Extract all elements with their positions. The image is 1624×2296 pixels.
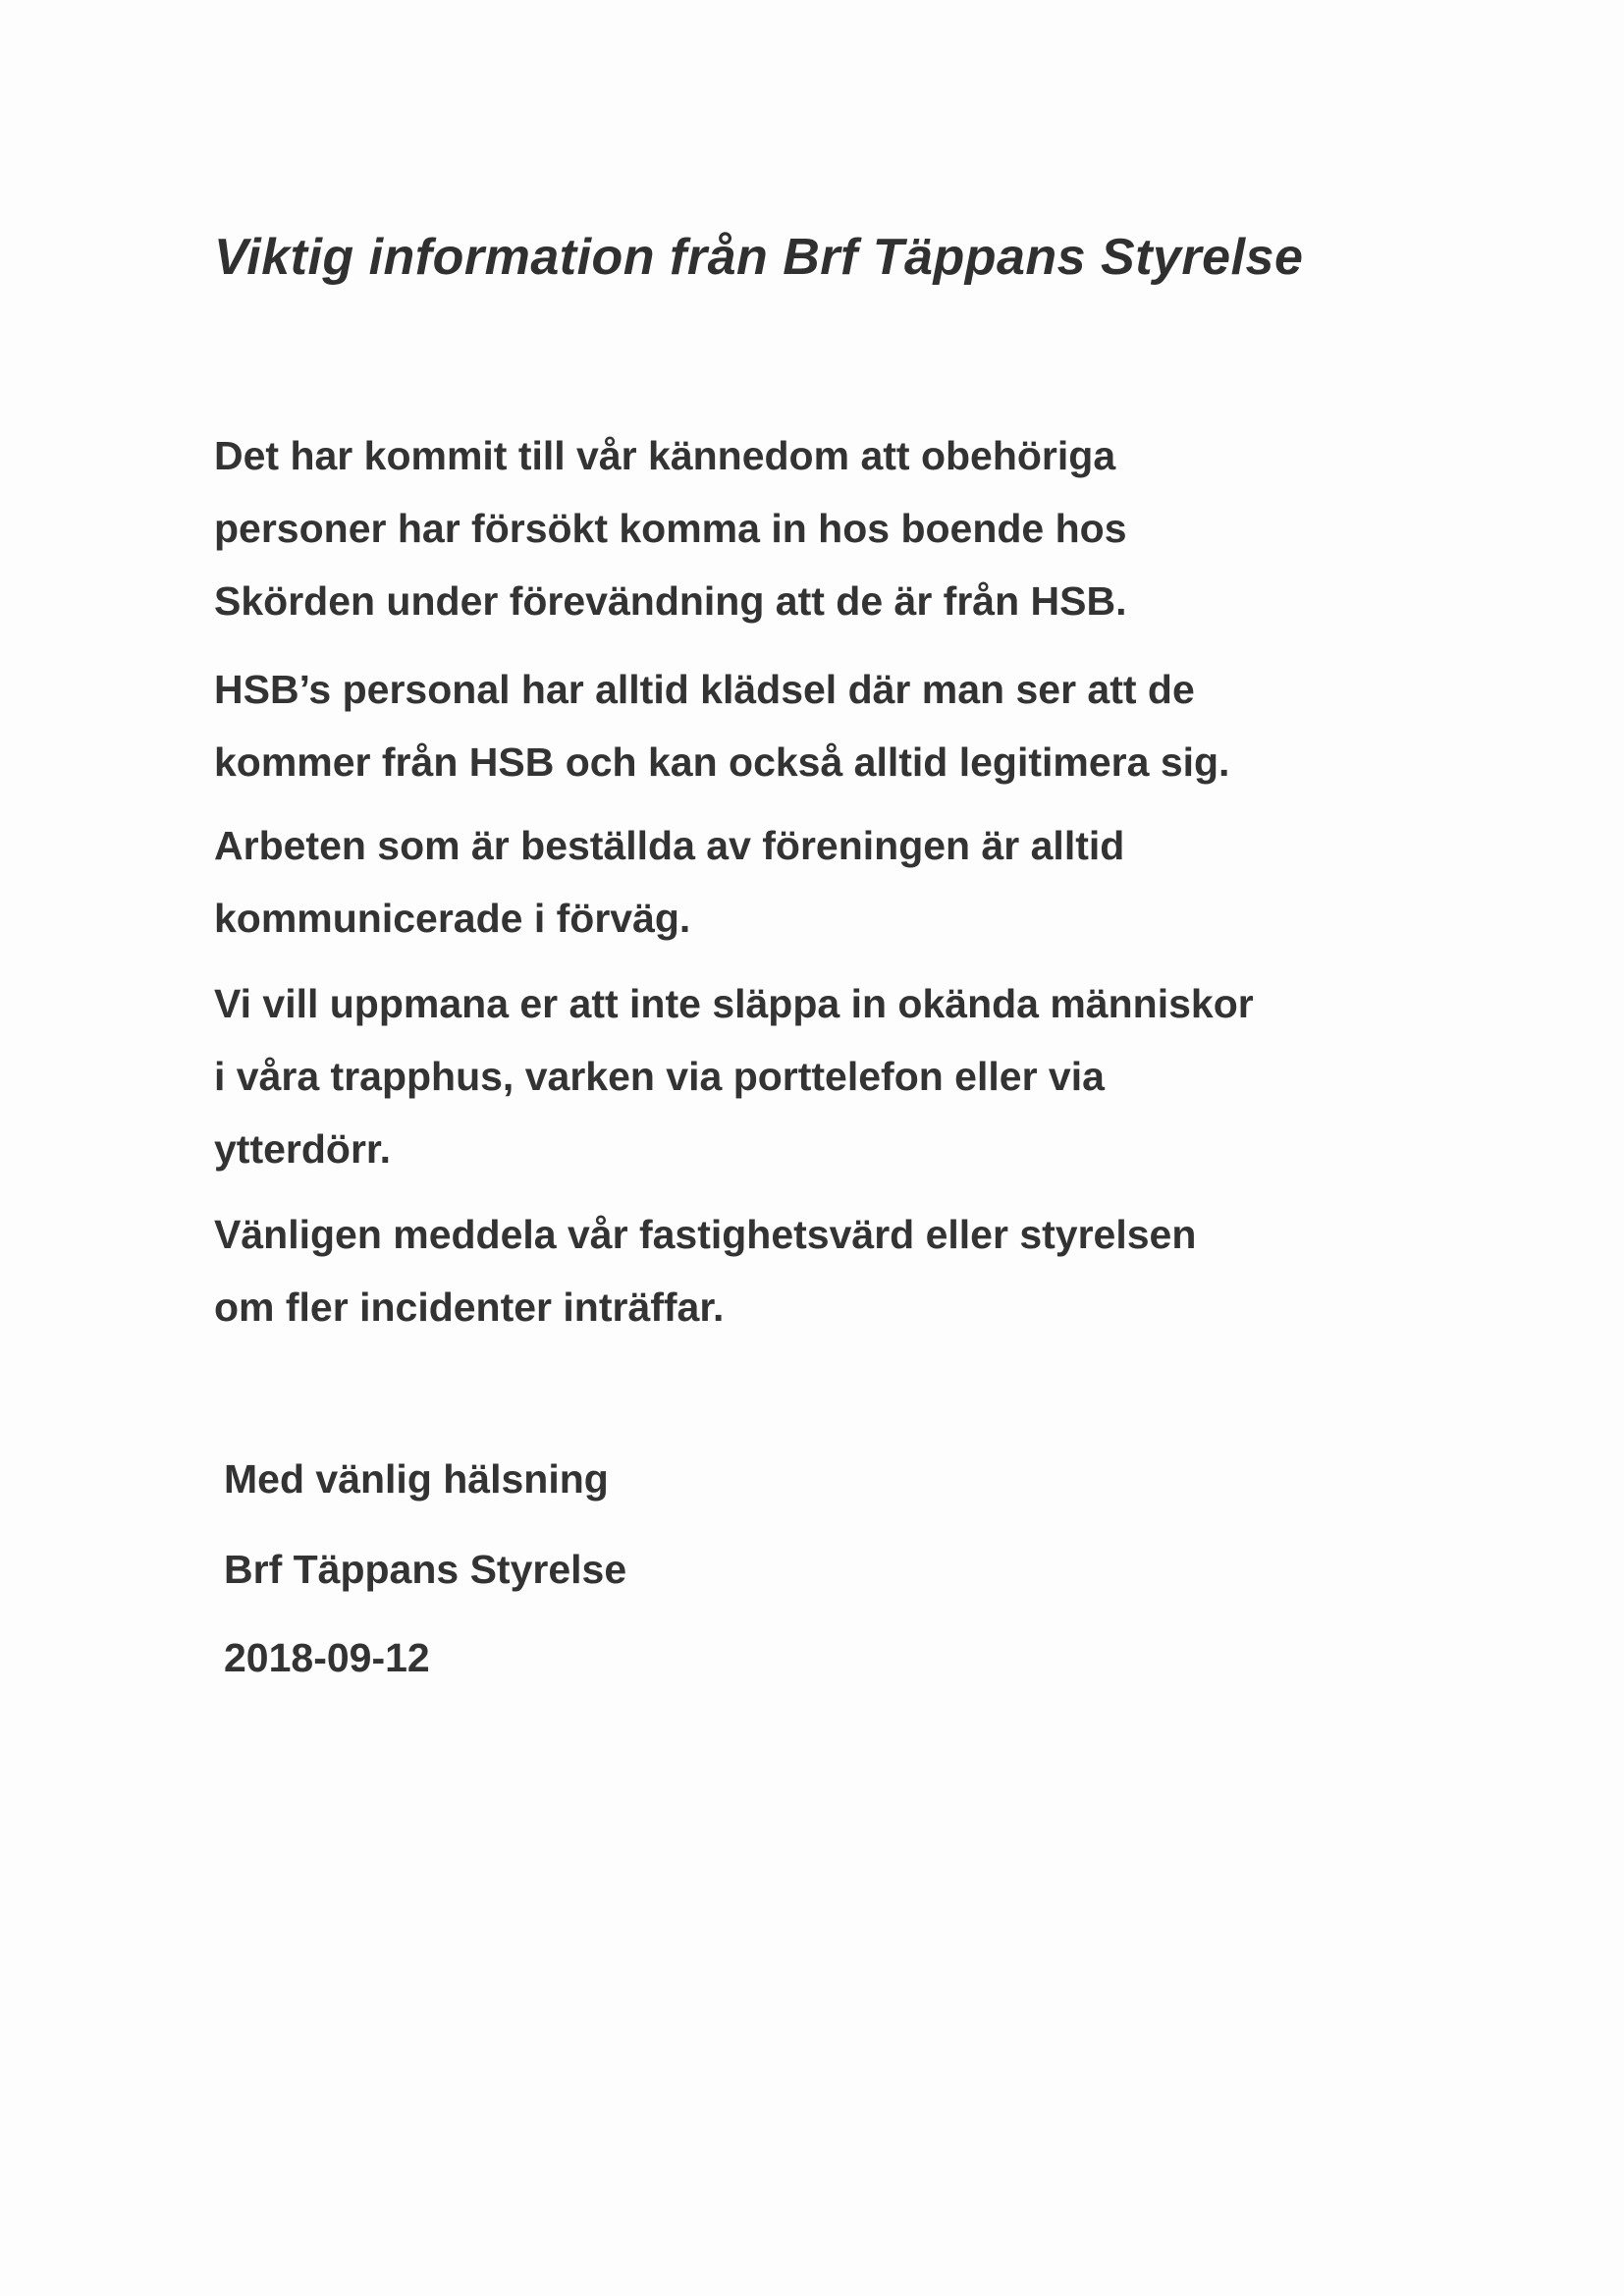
paragraph-line: Skörden under förevändning att de är från HSB. [214,578,1127,624]
notice-title: Viktig information från Brf Täppans Styrelse [214,229,1304,286]
paragraph-line: Vänligen meddela vår fastighetsvärd eller styrelsen [214,1212,1197,1257]
paragraph-line: kommunicerade i förväg. [214,896,691,941]
closing-signatory: Brf Täppans Styrelse [224,1547,627,1592]
paragraph-hsb-staff [214,653,1229,798]
closing-greeting: Med vänlig hälsning [224,1456,609,1502]
paragraph-unauthorized-persons [214,419,1127,637]
paragraph-report [214,1198,1196,1343]
paragraph-line: HSB’s personal har alltid klädsel där man ser att de [214,667,1195,712]
paragraph-line: Arbeten som är beställda av föreningen är alltid [214,823,1125,868]
paragraph-line: ytterdörr. [214,1126,391,1172]
paragraph-line: i våra trapphus, varken via porttelefon eller via [214,1054,1105,1099]
paragraph-work-orders [214,809,1124,955]
paragraph-line: kommer från HSB och kan också alltid legitimera sig. [214,739,1230,785]
paragraph-line: Det har kommit till vår kännedom att obehöriga [214,433,1116,478]
paragraph-line: personer har försökt komma in hos boende hos [214,506,1127,551]
closing-date: 2018-09-12 [224,1635,430,1680]
paragraph-line: om fler incidenter inträffar. [214,1285,725,1330]
paragraph-request [214,967,1254,1185]
paragraph-line: Vi vill uppmana er att inte släppa in okända människor [214,981,1254,1026]
